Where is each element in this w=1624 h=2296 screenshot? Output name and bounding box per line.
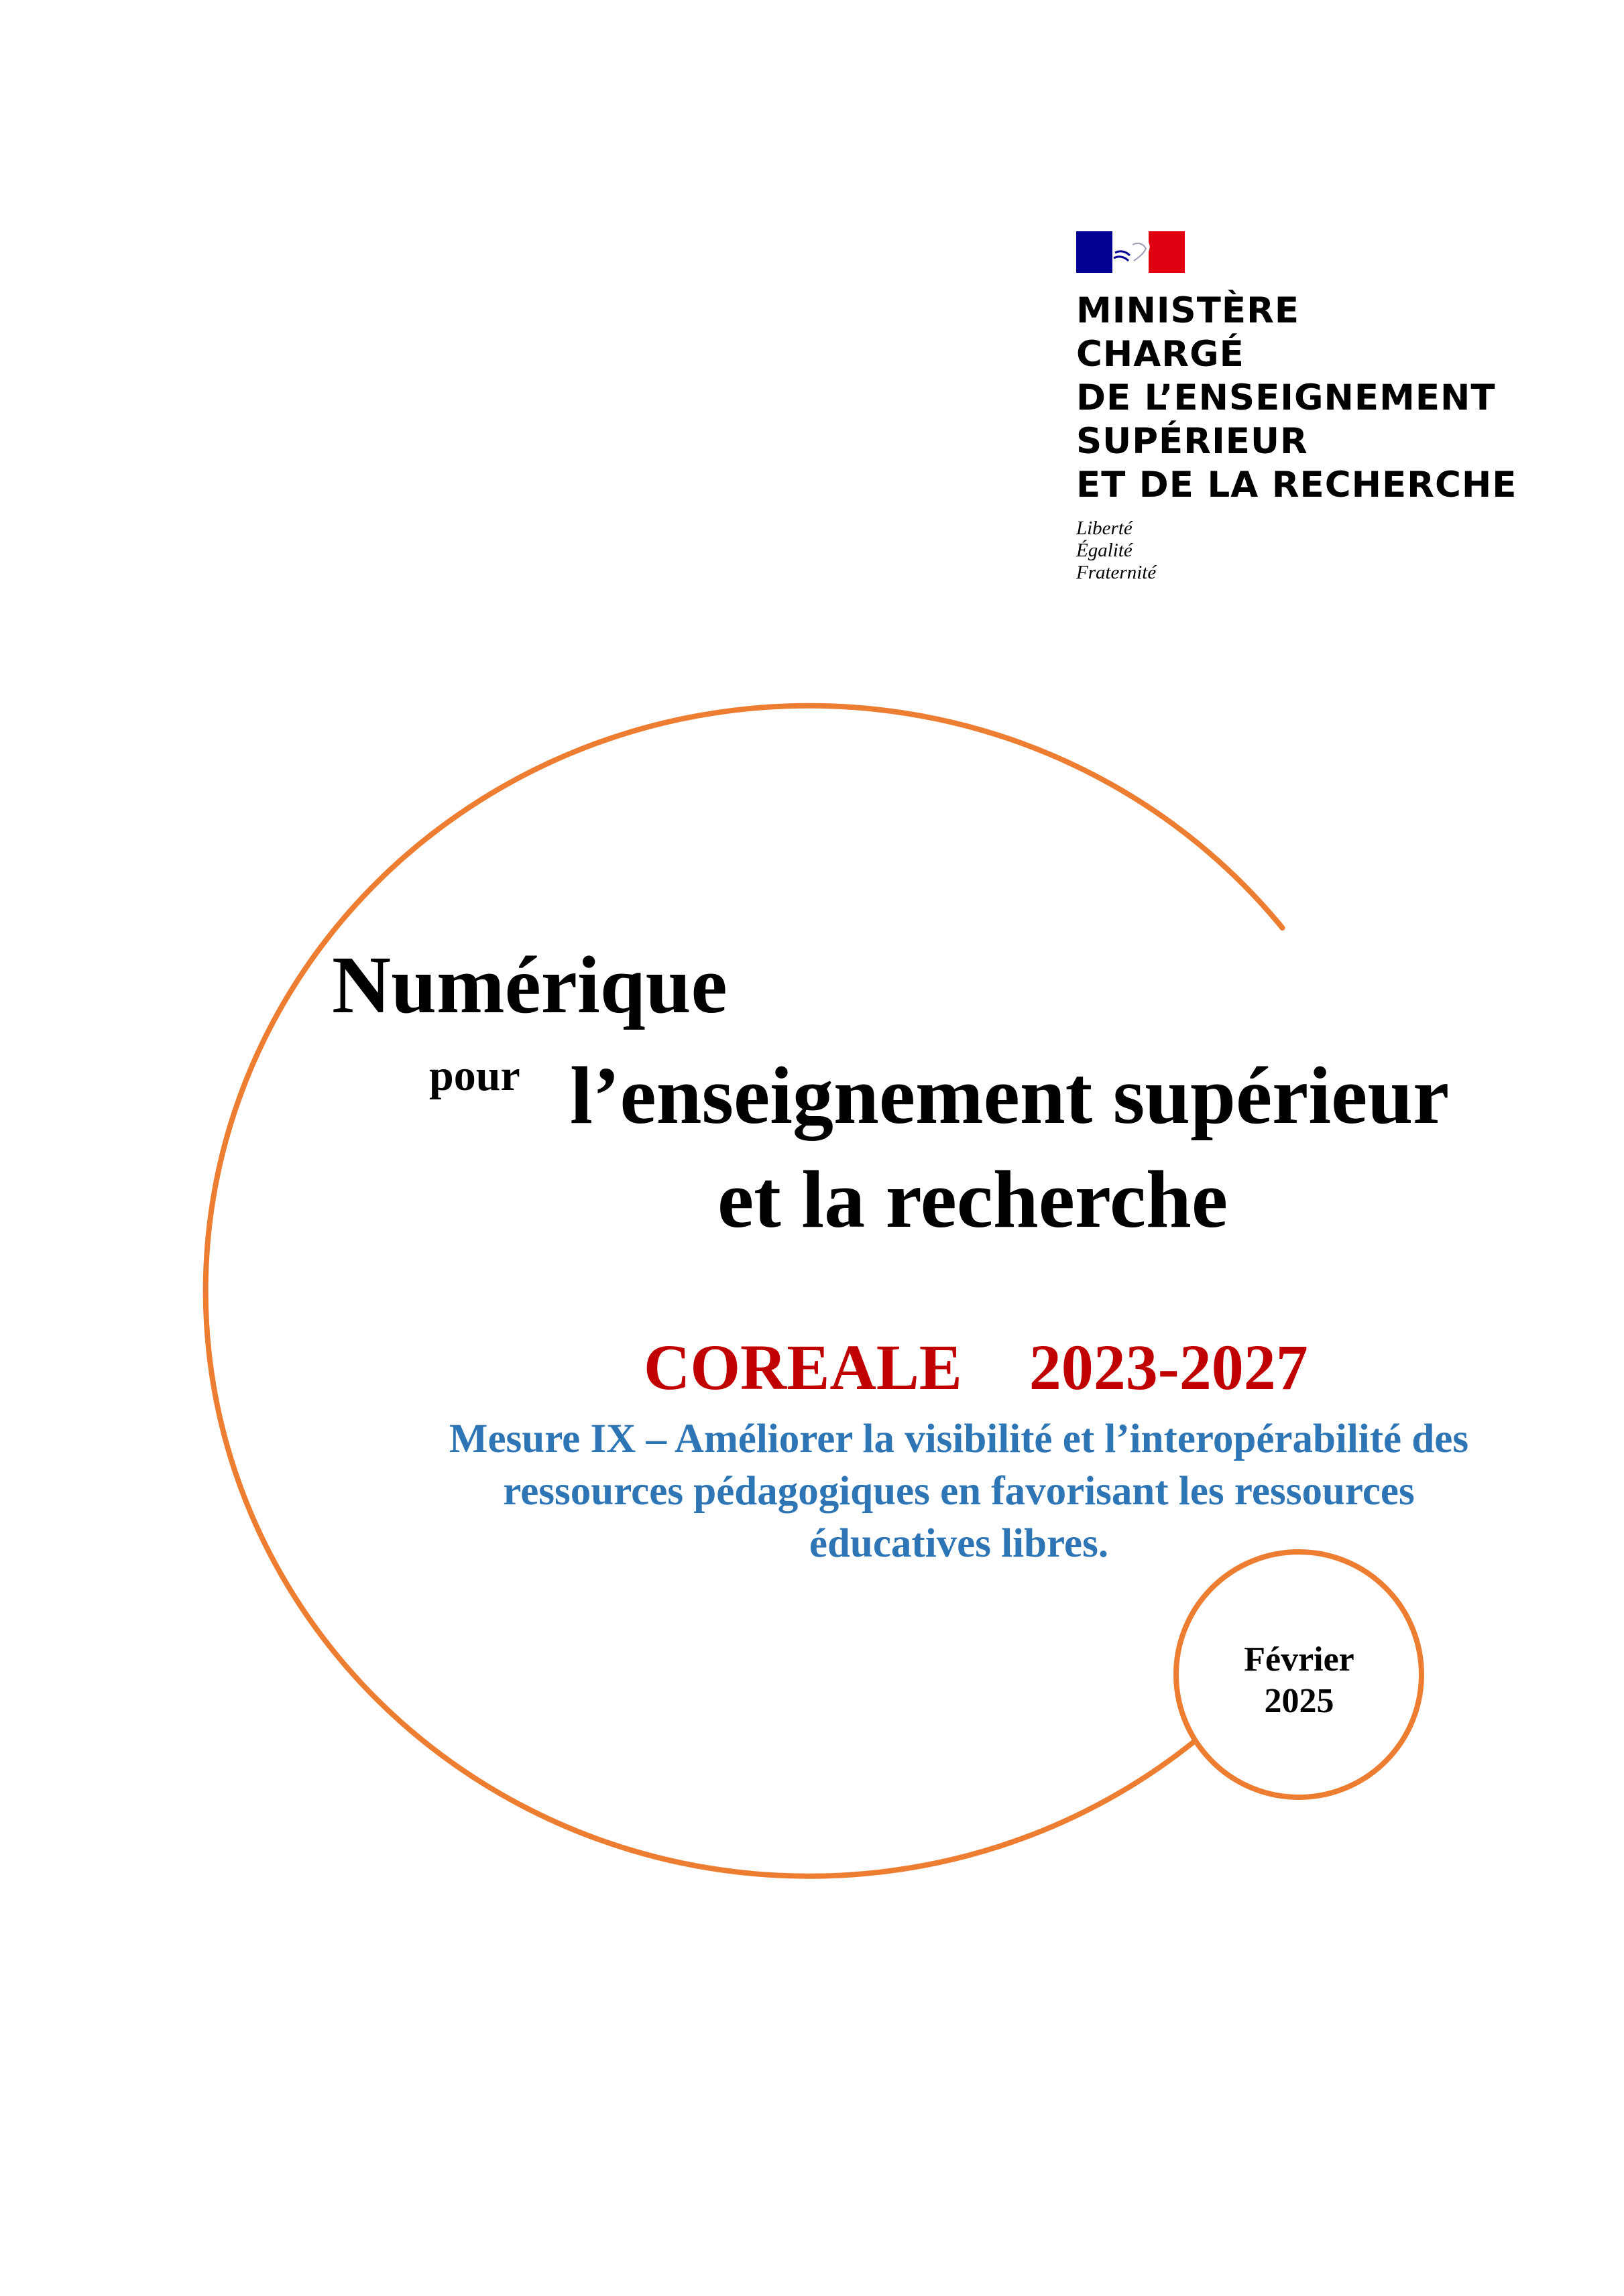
date-year: 2025 — [1264, 1682, 1334, 1720]
ministry-line: ET DE LA RECHERCHE — [1076, 465, 1517, 505]
ministry-line: DE L’ENSEIGNEMENT — [1076, 377, 1496, 418]
ministry-line: SUPÉRIEUR — [1076, 421, 1308, 462]
large-orange-arc — [206, 706, 1283, 1876]
ministry-line: CHARGÉ — [1076, 334, 1244, 375]
motto-line: Fraternité — [1076, 562, 1157, 583]
measure-description — [329, 1413, 1589, 1570]
program-period: 2023-2027 — [1029, 1331, 1308, 1403]
program-name: COREALE — [644, 1331, 962, 1403]
measure-line: éducatives libres. — [809, 1521, 1109, 1566]
motto-line: Égalité — [1076, 540, 1133, 561]
date-month: Février — [1244, 1640, 1354, 1679]
program-heading — [644, 1327, 1308, 1408]
title-line-3: et la recherche — [717, 1154, 1228, 1245]
motto-line: Liberté — [1076, 518, 1133, 539]
publication-date — [1187, 1639, 1411, 1722]
measure-line: ressources pédagogiques en favorisant les ressources — [503, 1469, 1415, 1514]
ministry-name — [1076, 289, 1559, 507]
republic-motto — [1076, 518, 1559, 584]
title-line-1: Numérique — [332, 940, 728, 1030]
title-line-2-prefix: pour — [429, 1051, 520, 1100]
title-line-2: l’enseignement supérieur — [570, 1050, 1450, 1141]
ministry-line: MINISTÈRE — [1076, 290, 1300, 331]
marianne-flag-icon — [1076, 231, 1185, 273]
ministry-logo — [1076, 231, 1559, 584]
measure-line: Mesure IX – Améliorer la visibilité et l’interopérabilité des — [449, 1416, 1469, 1461]
